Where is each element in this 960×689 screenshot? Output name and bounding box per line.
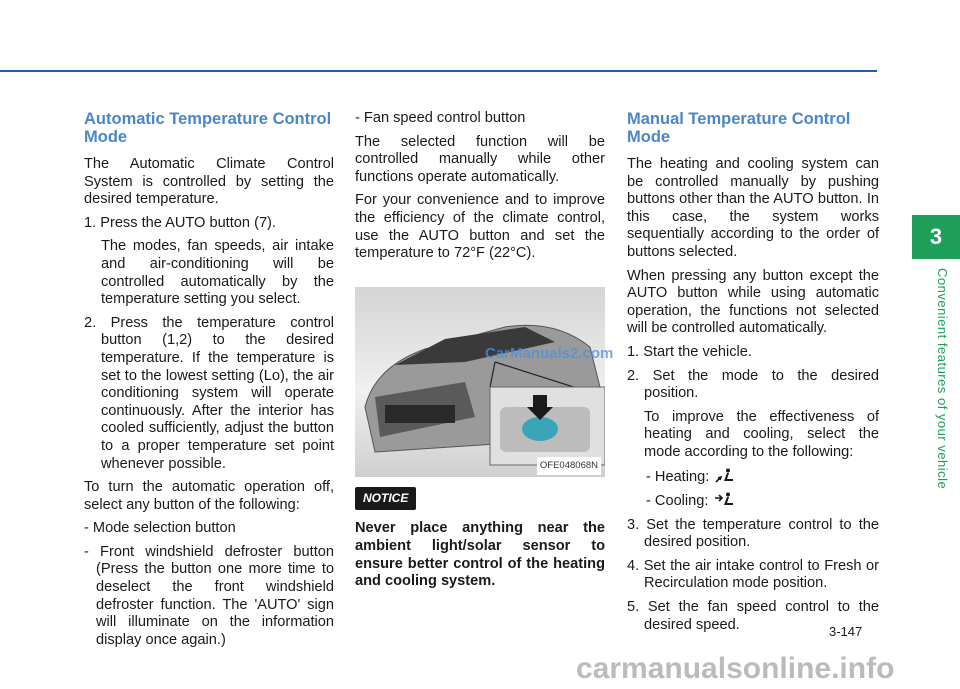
face-mode-icon [713,492,735,508]
turn-off-text: To turn the automatic operation off, select any button of the following: [84,479,334,513]
column-left [84,110,334,655]
car-sensor-illustration [355,287,605,477]
site-watermark: carmanualsonline.info [576,652,895,685]
manual-step-2: 2. Set the mode to the desired position. [627,367,879,402]
figure-caption: OFE048068N [537,457,601,475]
cooling-line [627,492,879,511]
column-right [627,110,879,640]
manual-press: When pressing any button except the AUTO button while using automatic operation, the functions not selected will be controlled automatically. [627,267,879,337]
chapter-tab: 3 [912,215,960,259]
bullet-fan: - Fan speed control button [355,110,526,126]
convenience-text: For your convenience and to improve the efficiency of the climate control, use the AUTO button and set the temperature to 72°F (22°C). [355,192,605,262]
chapter-title: Convenient features of your vehicle [935,268,950,490]
manual-mode-heading: Manual Temperature Control Mode [627,110,851,146]
notice-text: Never place anything near the ambient light/solar sensor to ensure better control of the heating and cooling system. [355,520,605,590]
vehicle-figure [355,287,605,477]
step-1-detail: The modes, fan speeds, air intake and air-conditioning will be controlled automatically by the temperature setting you select. [101,238,334,308]
manual-step-3: 3. Set the temperature control to the desired position. [627,516,879,551]
bullet-defrost: - Front windshield defroster button (Press the button one more time to deselect the front windshield defroster function. The 'AUTO' sign will illuminate on the information display once again.) [84,543,334,648]
page-number: 3-147 [829,624,863,639]
manual-intro: The heating and cooling system can be controlled manually by pushing buttons other than the AUTO button. In this case, the system works sequentially according to the order of buttons selected. [627,156,879,260]
top-rule [0,70,877,72]
heating-label: - Heating: [646,468,710,485]
step-1: 1. Press the AUTO button (7). [84,214,276,231]
floor-mode-icon [713,468,735,484]
manual-step-1: 1. Start the vehicle. [627,343,752,360]
manual-step-2-detail: To improve the effectiveness of heating and cooling, select the mode according to the following: [644,408,879,460]
bullet-mode: - Mode selection button [84,520,236,537]
figure-watermark: CarManuals2.com [485,345,614,362]
cooling-label: - Cooling: [646,493,709,510]
heating-line [627,468,879,487]
manual-step-5: 5. Set the fan speed control to the desired speed. [627,599,879,633]
auto-mode-heading: Automatic Temperature Control Mode [84,110,332,146]
auto-intro: The Automatic Climate Control System is controlled by setting the desired temperature. [84,156,334,208]
notice-badge: NOTICE [355,487,416,511]
step-2: 2. Press the temperature control button (1,2) to the desired temperature. If the temperature is set to the lowest setting (Lo), the air conditioning system will operate continuously. After the interior has cooled sufficiently, adjust the button to a proper temperature set point whenever possible. [84,314,334,472]
manual-control-text: The selected function will be controlled manually while other functions operate automatically. [355,133,605,185]
manual-step-4: 4. Set the air intake control to Fresh or Recirculation mode position. [627,557,879,592]
